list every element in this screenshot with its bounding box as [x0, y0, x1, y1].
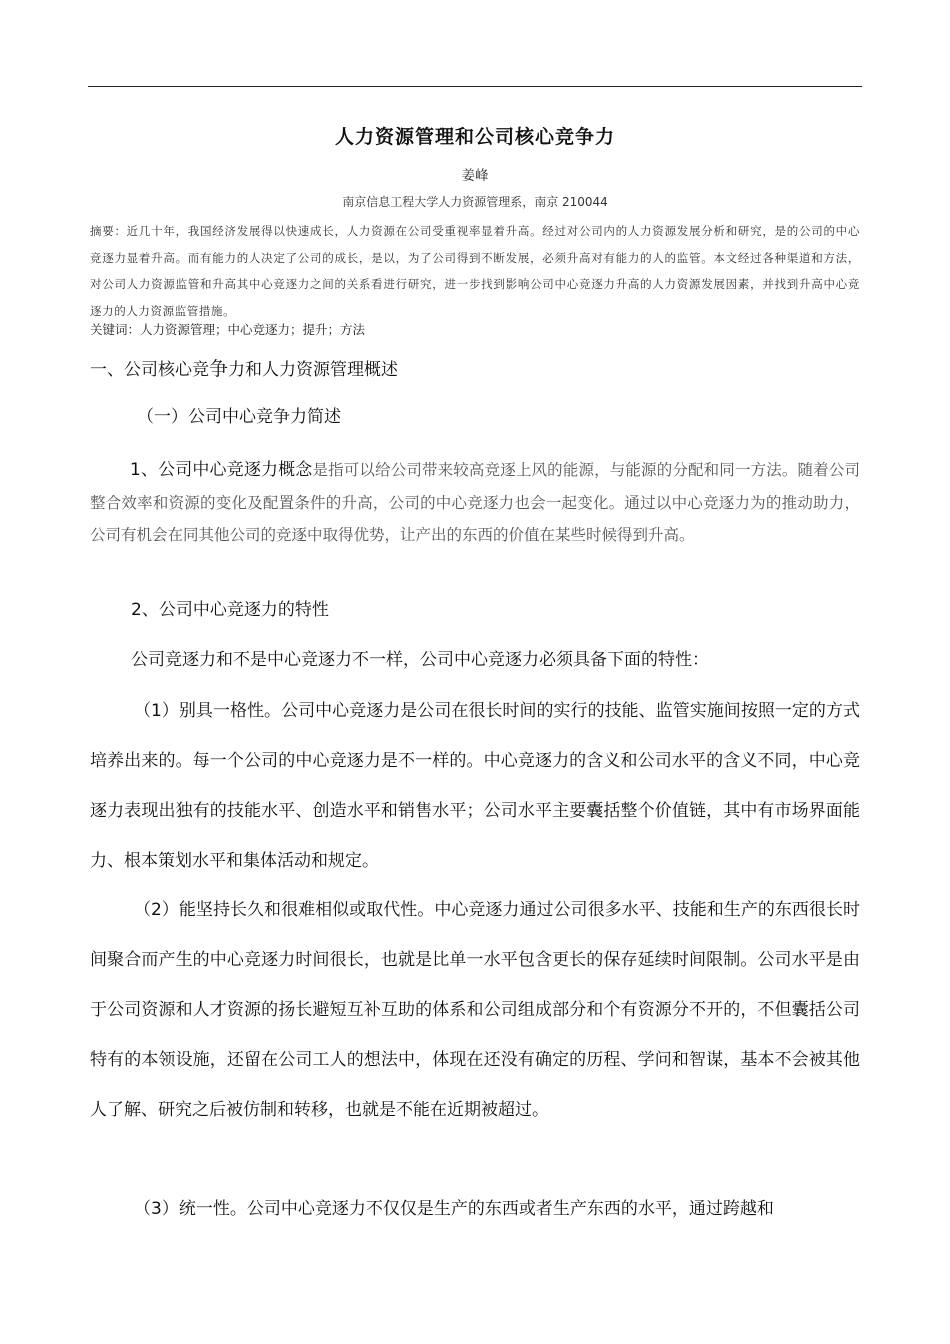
characteristics-intro: 公司竞逐力和不是中心竞逐力不一样，公司中心竞逐力必须具备下面的特性：: [131, 650, 709, 670]
section-heading-suffix: 力和人力资源管理概述: [228, 360, 399, 380]
characteristic-item-1: （1）别具一格性。公司中心竞逐力是公司在很长时间的实行的技能、监管实施间按照一定的方式培养出来的。每一个公司的中心竞逐力是不一样的。中心竞逐力的含义和公司水平的含义不同，中心竞逐力表现出独有的技能水平、创造水平和销售水平；公司水平主要囊括整个价值链，其中有市场界面能力、根本策划水平和集体活动和规定。: [90, 701, 860, 871]
paragraph-lead: 1、公司中心竞逐力概念: [130, 460, 313, 480]
paragraph-definition: [90, 454, 860, 552]
subsection-heading-1: （一）公司中心竞争力简述: [137, 407, 341, 427]
author-name: 姜峰: [461, 168, 489, 184]
author-affiliation: 南京信息工程大学人力资源管理系，南京 210044: [342, 195, 608, 209]
paper-title: 人力资源管理和公司核心竞争力: [334, 126, 615, 148]
paragraph-body: 是指可以给公司带来较高竞逐上风的能源，与能源的分配和同一方法。随着公司整合效率和资源的变化及配置条件的升高，公司的中心竞逐力也会一起变化。通过以中心竞逐力为的推动助力，公司有机会在同其他公司的竞逐中取得优势，让产出的东西的价值在某些时候得到升高。: [90, 461, 860, 544]
section-heading-large-char: 争: [209, 358, 229, 380]
numbered-heading-2: 2、公司中心竞逐力的特性: [131, 600, 329, 620]
abstract: 摘要：近几十年，我国经济发展得以快速成长，人力资源在公司受重视率显着升高。经过对公司内的人力资源发展分析和研究，是的公司的中心竞逐力显着升高。而有能力的人决定了公司的成长，是以，为了公司得到不断发展，必须升高对有能力的人的监管。本文经过各种渠道和方法，对公司人力资源监管和升高其中心竞逐力之间的关系看进行研究，进一步找到影响公司中心竞逐力升高的人力资源发展因素，并找到升高中心竞逐力的人力资源监管措施。: [90, 224, 860, 318]
header-rule: [88, 86, 862, 87]
section-heading-prefix: 一、公司核心竞: [90, 360, 209, 380]
keywords: 关键词：人力资源管理；中心竞逐力；提升；方法: [90, 322, 366, 337]
characteristic-item-2: （2）能坚持长久和很难相似或取代性。中心竞逐力通过公司很多水平、技能和生产的东西很长时间聚合而产生的中心竞逐力时间很长，也就是比单一水平包含更长的保存延续时间限制。公司水平是由于公司资源和人才资源的扬长避短互补互助的体系和公司组成部分和个有资源分不开的，不但囊括公司特有的本领设施，还留在公司工人的想法中，体现在还没有确定的历程、学问和智谋，基本不会被其他人了解、研究之后被仿制和转移，也就是不能在近期被超过。: [90, 900, 860, 1120]
characteristic-item-3: （3）统一性。公司中心竞逐力不仅仅是生产的东西或者生产东西的水平，通过跨越和: [134, 1199, 774, 1219]
section-heading-1: [90, 355, 398, 384]
